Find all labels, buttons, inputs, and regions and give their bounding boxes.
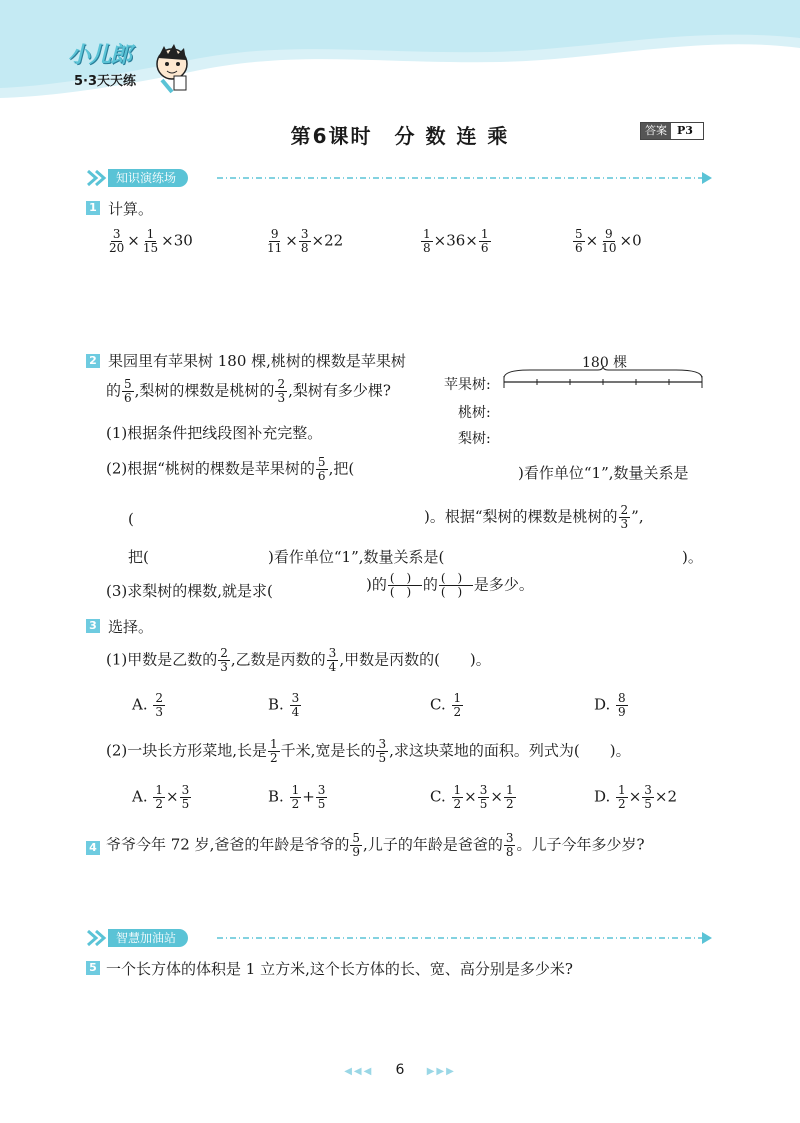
q2-line1: 果园里有苹果树 180 棵,桃树的棵数是苹果树 [108, 352, 406, 370]
q3-s1-option-b[interactable]: B. $\frac{3}{4}$ [268, 691, 300, 719]
mascot-icon [150, 42, 194, 94]
diagram-segment-line [500, 366, 710, 392]
q3-s2-option-a[interactable]: A. $\frac{1}{2}$ × $\frac{3}{5}$ [132, 783, 190, 811]
q4-text: 爷爷今年 72 岁,爸爸的年龄是爷爷的 $\frac{5}{9}$ ,儿子的年龄是爸爸的 $\frac{3}{8}$ 。儿子今年多少岁? [106, 831, 645, 859]
q3-prompt: 选择。 [108, 618, 154, 636]
q3-s1-option-c[interactable]: C. $\frac{1}{2}$ [430, 691, 462, 719]
q2-part2-line2: )。根据“梨树的棵数是桃树的 $\frac{2}{3}$ ”, [424, 503, 644, 531]
answer-tag[interactable] [640, 122, 704, 140]
section-title-wisdom: 智慧加油站 [108, 929, 188, 947]
q3-s2-option-d[interactable]: D. $\frac{1}{2}$ × $\frac{3}{5}$ ×2 [594, 783, 678, 811]
q3-s1-option-a[interactable]: A. $\frac{2}{3}$ [132, 691, 164, 719]
question-number-1: 1 [86, 201, 100, 215]
q5-text: 一个长方体的体积是 1 立方米,这个长方体的长、宽、高分别是多少米? [106, 960, 573, 978]
q3-s2-option-b[interactable]: B. $\frac{1}{2}$ + $\frac{3}{5}$ [268, 783, 326, 811]
q1-expr-1: $\frac{3}{20}$ × $\frac{1}{15}$ ×30 [109, 227, 193, 255]
q2-part2-line1: (2)根据“桃树的棵数是苹果树的 $\frac{5}{6}$ ,把( [106, 455, 355, 483]
question-number-3: 3 [86, 619, 100, 633]
brand-logo: 小儿郎 [68, 43, 132, 68]
page-footer [0, 1062, 800, 1078]
q1-expr-2: $\frac{9}{11}$ × $\frac{3}{8}$ ×22 [267, 227, 344, 255]
answer-label: 答案 [641, 123, 671, 139]
question-number-4: 4 [86, 841, 100, 855]
diagram-total-label: 180 棵 [582, 355, 628, 371]
q1-expr-3: $\frac{1}{8}$ ×36× $\frac{1}{6}$ [423, 227, 489, 255]
question-number-2: 2 [86, 354, 100, 368]
diagram-apple-label: 苹果树: [444, 377, 491, 393]
diagram-peach-label: 桃树: [458, 405, 491, 421]
lesson-title: 第6课时 分 数 连 乘 [290, 124, 510, 148]
q3-sub2: (2)一块长方形菜地,长是 $\frac{1}{2}$ 千米,宽是长的 $\frac{3}{5}$ ,求这块菜地的面积。列式为( )。 [106, 737, 631, 765]
next-arrows-icon: ▶▶▶ [426, 1066, 456, 1077]
section-title-practice: 知识演练场 [108, 169, 188, 187]
q1-expr-4: $\frac{5}{6}$ × $\frac{9}{10}$ ×0 [575, 227, 642, 255]
answer-page: P3 [671, 123, 703, 139]
series-label: 5·3天天练 [74, 74, 137, 89]
q2-part1: (1)根据条件把线段图补充完整。 [106, 424, 323, 442]
q2-part2-line3b: )看作单位“1”,数量关系是( [268, 548, 445, 566]
q2-part2-unit-text: )看作单位“1”,数量关系是 [518, 464, 689, 482]
question-number-5: 5 [86, 961, 100, 975]
q2-part3-b: )的 $\frac{( )}{( )}$ 的 $\frac{( )}{( )}$ 是多少。 [366, 571, 534, 599]
diagram-pear-label: 梨树: [458, 431, 491, 447]
q2-part2-line3c: )。 [682, 548, 703, 566]
q2-part3-a: (3)求梨树的棵数,就是求( [106, 582, 273, 600]
q3-s1-option-d[interactable]: D. $\frac{8}{9}$ [594, 691, 626, 719]
q2-line2: 的 $\frac{5}{6}$ ,梨树的棵数是桃树的 $\frac{2}{3}$ ,梨树有多少棵? [106, 377, 391, 405]
q3-sub1: (1)甲数是乙数的 $\frac{2}{3}$ ,乙数是丙数的 $\frac{3}{4}$ ,甲数是丙数的( )。 [106, 646, 491, 674]
q3-s2-option-c[interactable]: C. $\frac{1}{2}$ × $\frac{3}{5}$ × $\frac{1}{2}$ [430, 783, 514, 811]
q2-part2-line3a: 把( [128, 548, 149, 566]
page-number: 6 [395, 1062, 405, 1078]
q1-prompt: 计算。 [108, 200, 154, 218]
prev-arrows-icon: ◀◀◀ [344, 1066, 374, 1077]
q2-paren-open: ( [128, 510, 134, 528]
